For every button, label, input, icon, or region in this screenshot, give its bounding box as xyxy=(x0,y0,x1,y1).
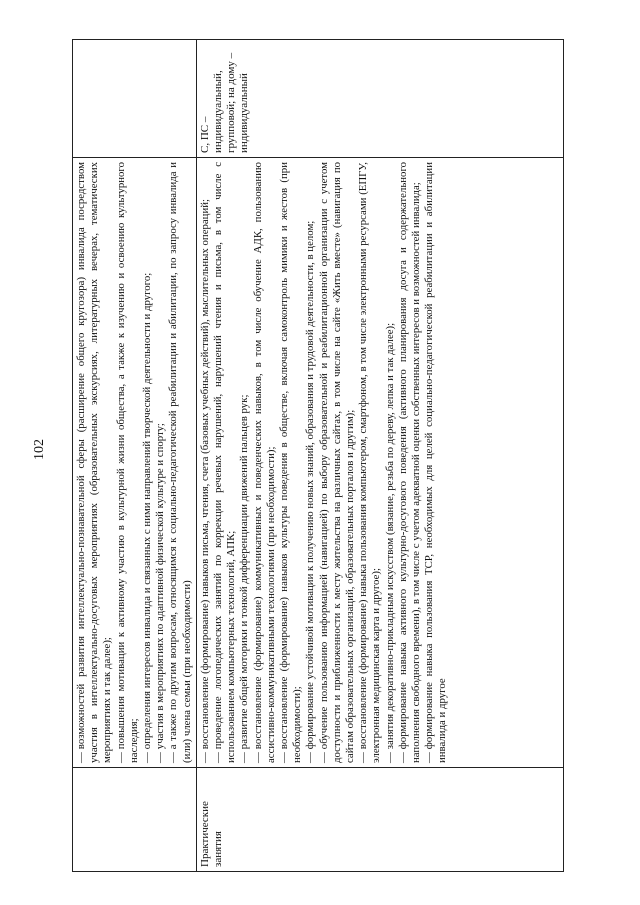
rotated-table-container xyxy=(72,40,564,872)
cell-activity-type xyxy=(196,768,563,872)
list-item: —формирование навыка пользования ТСР, необходимых для целей социально-педагогической реабилитации и абилитации инвалида и другое xyxy=(423,162,449,763)
list-item: —участия в мероприятиях по адаптивной физической культуре и спорту; xyxy=(154,423,167,763)
list-item: —восстановление (формирование) коммуникативных и поведенческих навыков, в том числе обучение АДК, пользованию ассистивно-коммуникативными технологиями (при необходимости); xyxy=(251,162,277,763)
cell-mode xyxy=(196,40,563,158)
list-item: —развитие общей моторики и тонкой дифференциации движений пальцев рук; xyxy=(238,394,251,763)
cell-mode xyxy=(73,40,197,158)
cell-activity-type xyxy=(73,768,197,872)
cell-content xyxy=(73,158,197,768)
list-item: —обучение пользованию информацией (навигацией) по выбору образовательной и реабилитационной организации с учетом доступности и приближенности к месту жительства на различных сайтах, в том числе на сайте «Жить вместе» (навигация по сайтам образовательных организаций, образовательных порталов и другим); xyxy=(317,162,357,763)
list-item: —проведение логопедических занятий по коррекции речевых нарушений, нарушений чтения и письма, в том числе с использованием компьютерных технологий, АПК; xyxy=(212,162,238,763)
list-item: —формирование устойчивой мотивации к получению новых знаний, образования и трудовой деятельности, в целом; xyxy=(304,220,317,763)
cell-content xyxy=(196,158,563,768)
mode-label: С, ПС – индивидуальный, групповой; на дому – индивидуальный xyxy=(198,52,251,153)
activity-type-label: Практические занятия xyxy=(198,801,225,867)
content-list xyxy=(199,162,450,763)
page-number: 102 xyxy=(32,439,47,460)
content-list xyxy=(75,162,194,763)
table-row xyxy=(196,40,563,872)
list-item: —возможностей развития интеллектуально-познавательной сферы (расширение общего кругозора) инвалида посредством участия в интеллектуально-досуговых мероприятиях (образовательных экскурсиях, литературных вечерах, тематических мероприятиях и так далее); xyxy=(75,162,114,763)
list-item: —восстановление (формирование) навыков письма, чтения, счета (базовых учебных действий), мыслительных операций; xyxy=(198,198,211,763)
list-item: —определения интересов инвалида и связанных с ними направлений творческой деятельности и другого; xyxy=(141,272,154,763)
list-item: —а также по другим вопросам, относящимся к социально-педагогической реабилитации и абилитации, по запросу инвалида и (или) члена семьи (при необходимости) xyxy=(167,162,193,763)
list-item: —повышения мотивации к активному участию в культурной жизни общества, а также к изучению и освоению культурного наследия; xyxy=(114,162,140,763)
list-item: —занятия декоративно-прикладным искусством (вязание, резьба по дереву, лепка и так далее); xyxy=(383,322,396,763)
list-item: —восстановление (формирование) навыков культуры поведения в обществе, включая самоконтроль мимики и жестов (при необходимости); xyxy=(278,162,304,763)
list-item: —формирование навыка активного культурно-досугового поведения (активного планирования досуга и содержательного наполнения свободного времени), в том числе с учетом адекватной оценки собственных интересов и возможностей инвалида; xyxy=(396,162,423,763)
list-item: —восстановление (формирование) навыка пользования компьютером, смартфоном, в том числе электронными ресурсами (ЕПГУ, электронная медицинская карта и другое); xyxy=(357,162,383,763)
table-row xyxy=(73,40,197,872)
rehabilitation-table xyxy=(72,39,564,872)
